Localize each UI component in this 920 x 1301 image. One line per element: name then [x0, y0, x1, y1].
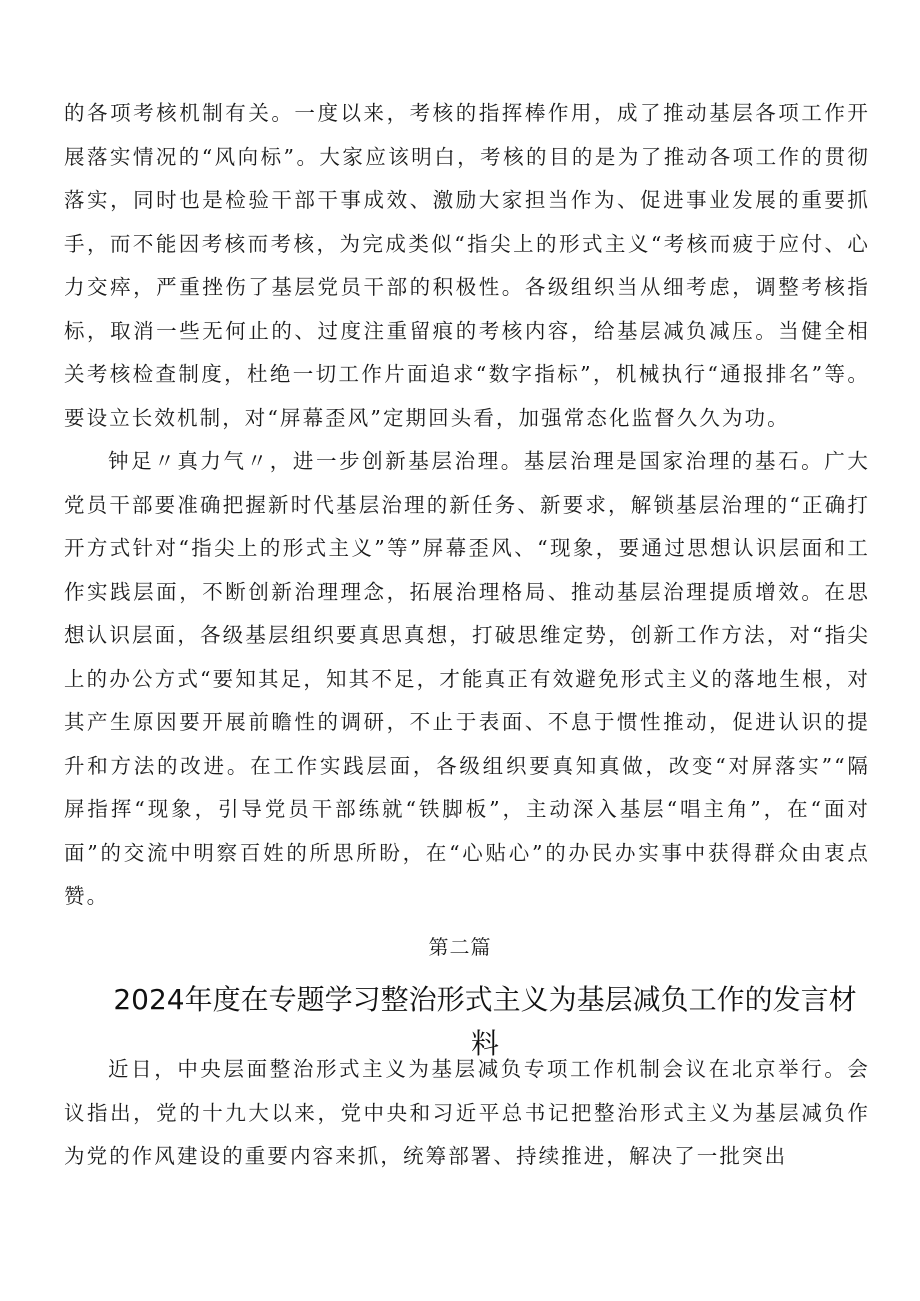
intro-paragraph: 近日，中央层面整治形式主义为基层减负专项工作机制会议在北京举行。会议指出，党的十九大以来，党中央和习近平总书记把整治形式主义为基层减负作为党的作风建设的重要内容来抓，统筹部署、持续推进，解决了一批突出	[64, 1057, 870, 1168]
section-label: 第二篇	[428, 935, 492, 959]
document-title: 2024年度在专题学习整治形式主义为基层减负工作的发言材料	[113, 983, 857, 1060]
body-paragraph-1: 的各项考核机制有关。一度以来，考核的指挥棒作用，成了推动基层各项工作开展落实情况的“风向标”。大家应该明白，考核的目的是为了推动各项工作的贯彻落实，同时也是检验干部干事成效、激励大家担当作为、促进事业发展的重要抓手，而不能因考核而考核，为完成类似“指尖上的形式主义“考核而疲于应付、心力交瘁，严重挫伤了基层党员干部的积极性。各级组织当从细考虑，调整考核指标，取消一些无何止的、过度注重留痕的考核内容，给基层减负减压。当健全相关考核检查制度，杜绝一切工作片面追求“数字指标”，机械执行“通报排名”等。要设立长效机制，对“屏幕歪风”定期回头看，加强常态化监督久久为功。	[64, 101, 870, 430]
body-paragraph-2: 钟足〃真力气〃，进一步创新基层治理。基层治理是国家治理的基石。广大党员干部要准确把握新时代基层治理的新任务、新要求，解锁基层治理的“正确打开方式针对“指尖上的形式主义”等”屏幕歪风、“现象，要通过思想认识层面和工作实践层面，不断创新治理理念，拓展治理格局、推动基层治理提质增效。在思想认识层面，各级基层组织要真思真想，打破思维定势，创新工作方法，对“指尖上的办公方式“要知其足，知其不足，才能真正有效避免形式主义的落地生根，对其产生原因要开展前瞻性的调研，不止于表面、不息于惯性推动，促进认识的提升和方法的改进。在工作实践层面，各级组织要真知真做，改变“对屏落实”“隔屏指挥“现象，引导党员干部练就“铁脚板”，主动深入基层“唱主角”，在“面对面”的交流中明察百姓的所思所盼，在“心贴心”的办民办实事中获得群众由衷点赞。	[64, 449, 870, 908]
